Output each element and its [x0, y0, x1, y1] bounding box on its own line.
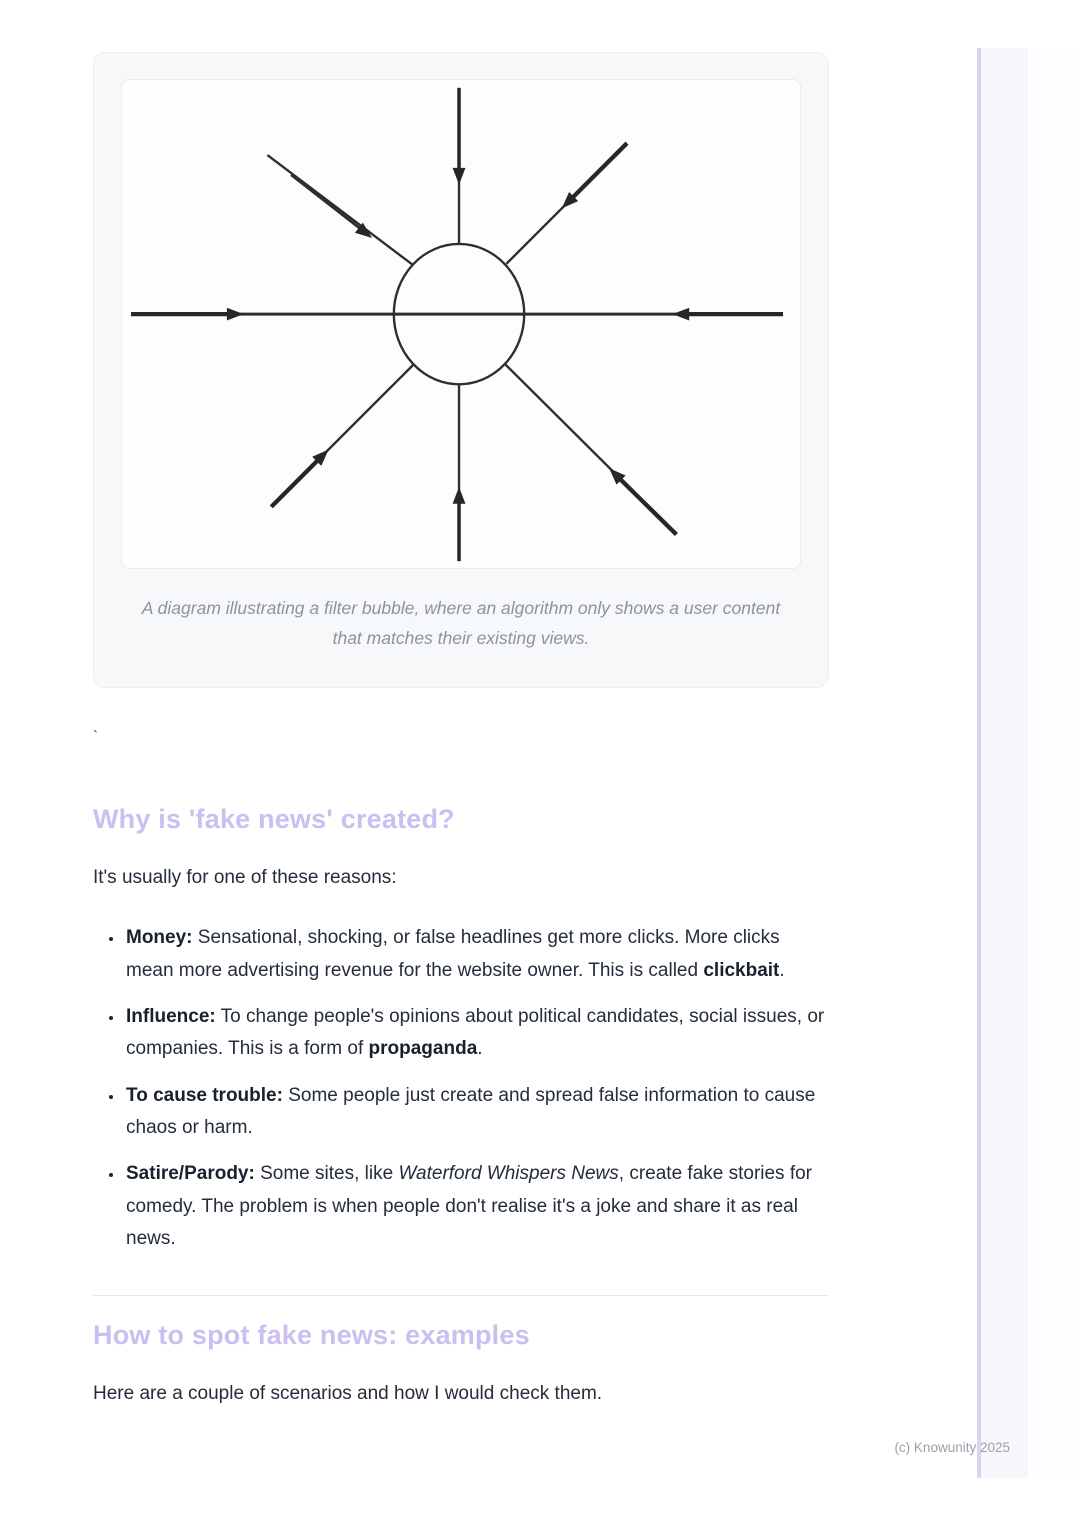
document-body — [93, 52, 829, 1410]
section-heading-spot: How to spot fake news: examples — [93, 1320, 530, 1351]
bullet-bold-term: clickbait — [703, 959, 780, 981]
copyright-notice: (c) Knowunity 2025 — [894, 1440, 1010, 1455]
field-line-top-left-inner — [291, 175, 362, 230]
arrowhead-left-icon — [672, 308, 689, 321]
field-line-top-left — [267, 155, 412, 265]
page-edge-stripe-fade — [1032, 48, 1080, 1478]
figure-card — [93, 52, 829, 688]
field-line-bottom-left-outer — [271, 457, 320, 506]
list-item-satire — [124, 1158, 829, 1255]
bullet-lead: Influence: — [126, 1006, 216, 1028]
section-heading-why: Why is 'fake news' created? — [93, 804, 455, 835]
page-edge-stripe — [977, 48, 1028, 1478]
stray-backtick-text: ` — [93, 728, 98, 746]
bullet-lead: Money: — [126, 927, 193, 949]
filter-bubble-diagram — [121, 79, 801, 569]
section-divider — [93, 1295, 829, 1296]
bullet-italic-term: Waterford Whispers News — [398, 1163, 619, 1185]
bullet-bold-term: propaganda — [368, 1038, 478, 1060]
bullet-text: To change people's opinions about political candidates, social issues, or companies. This is a form of — [126, 1006, 825, 1060]
list-item-influence — [124, 1001, 829, 1066]
bullet-text: Sensational, shocking, or false headlines get more clicks. More clicks mean more advertising revenue for the website owner. This is called — [126, 927, 780, 981]
bullet-text: Some sites, like — [254, 1163, 399, 1185]
arrowhead-down-icon — [453, 168, 466, 185]
reasons-list — [93, 922, 829, 1255]
bullet-text: , create fake stories for comedy. The problem is when people don't realise it's a joke and share it as real news. — [126, 1163, 813, 1249]
list-item-money — [124, 922, 829, 987]
bullet-lead: To cause trouble: — [126, 1084, 283, 1106]
arrowhead-right-icon — [227, 308, 244, 321]
bullet-text: . — [779, 959, 785, 981]
field-line-bottom-right-outer — [617, 476, 676, 534]
bullet-text: Some people just create and spread false information to cause chaos or harm. — [126, 1084, 816, 1138]
list-item-trouble — [124, 1080, 829, 1145]
section-intro-why: It's usually for one of these reasons: — [93, 867, 397, 889]
field-line-top-right-outer — [570, 143, 627, 200]
bullet-lead: Satire/Parody: — [126, 1163, 255, 1185]
arrowhead-up-icon — [453, 487, 466, 504]
figure-caption: A diagram illustrating a filter bubble, where an algorithm only shows a user content that matches their existing views. — [141, 598, 781, 649]
bullet-text: . — [477, 1038, 483, 1060]
section-intro-spot: Here are a couple of scenarios and how I would check them. — [93, 1383, 603, 1405]
